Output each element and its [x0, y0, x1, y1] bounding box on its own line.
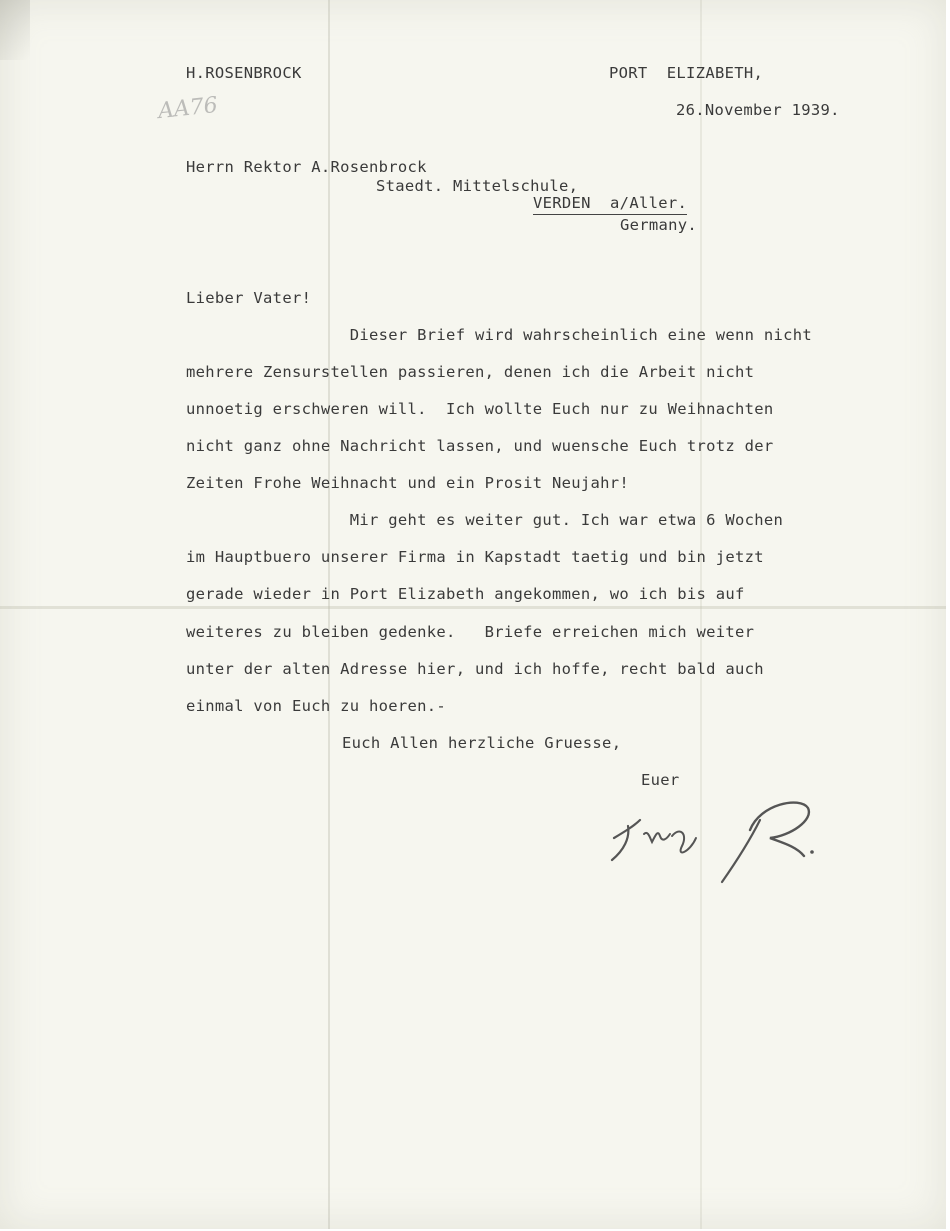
- salutation: Lieber Vater!: [186, 289, 312, 307]
- closing-line: Euch Allen herzliche Gruesse,: [342, 734, 622, 752]
- sender-place: PORT ELIZABETH,: [609, 64, 764, 82]
- body-line: gerade wieder in Port Elizabeth angekommen, wo ich bis auf: [186, 585, 745, 603]
- paper-corner-shadow: [0, 0, 30, 60]
- letter-date: 26.November 1939.: [676, 101, 840, 119]
- body-line: im Hauptbuero unserer Firma in Kapstadt taetig und bin jetzt: [186, 548, 764, 566]
- recipient-city: VERDEN a/Aller.: [533, 196, 687, 215]
- fold-line-vertical: [328, 0, 330, 1229]
- pencil-archive-note: AA76: [156, 92, 219, 125]
- recipient-name: Herrn Rektor A.Rosenbrock: [186, 158, 427, 176]
- body-line: nicht ganz ohne Nachricht lassen, und wuensche Euch trotz der: [186, 437, 774, 455]
- body-line: einmal von Euch zu hoeren.-: [186, 697, 447, 715]
- body-line: Mir geht es weiter gut. Ich war etwa 6 Wochen: [186, 511, 784, 529]
- fold-line-horizontal: [0, 606, 946, 609]
- handwritten-signature: [600, 790, 820, 890]
- recipient-country: Germany.: [620, 216, 698, 234]
- body-line: weiteres zu bleiben gedenke. Briefe erreichen mich weiter: [186, 623, 755, 641]
- body-line: Dieser Brief wird wahrscheinlich eine wenn nicht: [186, 326, 813, 344]
- sender-name: H.ROSENBROCK: [186, 64, 302, 82]
- body-line: unter der alten Adresse hier, und ich hoffe, recht bald auch: [186, 660, 764, 678]
- valediction: Euer: [641, 771, 680, 789]
- fold-line-vertical-right: [700, 0, 702, 1229]
- recipient-school: Staedt. Mittelschule,: [376, 177, 579, 195]
- body-line: Zeiten Frohe Weihnacht und ein Prosit Neujahr!: [186, 474, 630, 492]
- body-line: unnoetig erschweren will. Ich wollte Euch nur zu Weihnachten: [186, 400, 774, 418]
- body-line: mehrere Zensurstellen passieren, denen ich die Arbeit nicht: [186, 363, 755, 381]
